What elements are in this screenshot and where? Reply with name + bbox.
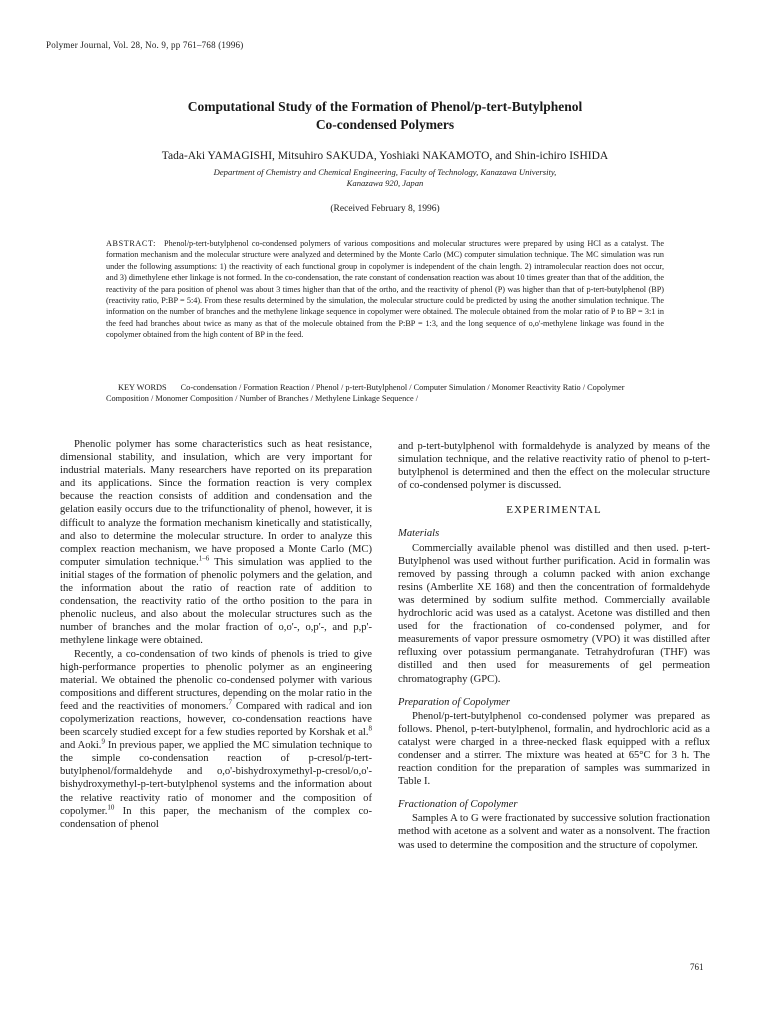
affiliation-line-1: Department of Chemistry and Chemical Engineering, Faculty of Technology, Kanazawa University, xyxy=(213,167,557,177)
title-line-1: Computational Study of the Formation of Phenol/p-tert-Butylphenol xyxy=(187,99,583,114)
section-heading-experimental: EXPERIMENTAL xyxy=(506,504,602,517)
citation-ref: 10 xyxy=(107,803,115,812)
left-column xyxy=(60,438,372,831)
subheading-preparation: Preparation of Copolymer xyxy=(398,696,511,708)
page-number: 761 xyxy=(690,962,704,972)
key-words-text: Co-condensation / Formation Reaction / Phenol / p-tert-Butylphenol / Computer Simulation / Monomer Reactivity Ratio / Copolymer Composition / Monomer Composition / Number of Branches / Methylene Linkage Sequence / xyxy=(106,383,625,404)
right-column xyxy=(398,440,710,852)
paper-title xyxy=(60,98,710,134)
journal-header: Polymer Journal, Vol. 28, No. 9, pp 761–768 (1996) xyxy=(46,40,244,50)
citation-ref: 8 xyxy=(368,724,372,733)
preparation-paragraph: Phenol/p-tert-butylphenol co-condensed polymer was prepared as follows. Phenol, p-tert-butylphenol, formalin, and hydrochloric acid as a catalyst were charged in a three-necked flask equipped with a reflux condenser and a stirrer. The mixture was heated at 65°C for 3 h. The reaction condition for the preparation of samples was summarized in Table I. xyxy=(398,710,710,788)
subheading-materials: Materials xyxy=(398,528,440,540)
abstract-label: ABSTRACT: xyxy=(106,239,157,248)
affiliation-line-2: Kanazawa 920, Japan xyxy=(346,178,424,188)
intro-paragraph-continued: and p-tert-butylphenol with formaldehyde is analyzed by means of the simulation technique, and the relative reactivity ratio of phenol to p-tert-butylphenol is determined and then the effect on the molecular structure of co-condensed polymer is discussed. xyxy=(398,441,710,492)
fractionation-paragraph: Samples A to G were fractionated by successive solution fractionation method with acetone as a solvent and water as a nonsolvent. The fraction was used to determine the composition and the structure of copolymer. xyxy=(398,813,710,851)
intro-paragraph-1: Phenolic polymer has some characteristics such as heat resistance, dimensional stability, and insulation, which are very important for industrial materials. Many researchers have reported on its preparation and its applications. Since the formation reaction is very complex because the reaction consists of addition and condensation and the gelation easily occurs due to the trifunctionality of phenol, however, it is difficult to analyze the formation mechanism kinetically and statistically, and also to determine the molecular structure. In order to analyze this complex reaction mechanism, we have proposed a Monte Carlo (MC) computer simulation technique.$^{1-6}$ This simulation was applied to the initial stages of the formation of phenolic polymers and the gelation, and the information about the ratio of reaction rate of addition to condensation, the reactivity ratio of the ortho position to the para in phenolic nucleus, and also about the molecular structures such as the number of branches and the molar fraction of o,o'-, o,p'-, and p,p'-methylene linkage were obtained. xyxy=(60,439,372,647)
abstract xyxy=(106,238,664,341)
abstract-text: Phenol/p-tert-butylphenol co-condensed polymers of various compositions and molecular structures were prepared by using HCl as a catalyst. The formation mechanism and the molecular structure were analyzed and determined by the Monte Carlo (MC) computer simulation technique. The MC simulation was run under the following assumptions: 1) the reactivity of each functional group in copolymer is independent of the chain length. 2) intramolecular reaction does not occur, and 3) dimethylene ether linkage is not formed. In the co-condensation, the rate constant of condensation reaction was about 10 times greater than that of the addition, the reactivity of the para position of phenol was about 3 times higher than that of the ortho, and the reactivity of phenol (P) was higher than that of p-tert-butylphenol (BP) (reactivity ratio, P:BP = 5:4). From these results determined by the simulation, the molecular structure could be predicted by using the another simulation technique. The information on the number of branches and the methylene linkage sequence in copolymer were obtained. The molecule obtained from the molar ratio of P to BP = 3:1 in the feed had branches about twice as many as that of the molecule obtained from the P:BP = 1:3, and the long sequence of o,o'-methylene linkage was found in the copolymer obtained from the high content of BP in the feed. xyxy=(106,239,664,340)
citation-ref: 9 xyxy=(101,737,105,746)
affiliation xyxy=(60,167,710,189)
citation-ref: 7 xyxy=(228,698,233,707)
author-list: Tada-Aki YAMAGISHI, Mitsuhiro SAKUDA, Yoshiaki NAKAMOTO, and Shin-ichiro ISHIDA xyxy=(161,150,609,162)
key-words-label: KEY WORDS xyxy=(118,383,167,392)
received-date: (Received February 8, 1996) xyxy=(330,204,440,214)
subheading-fractionation: Fractionation of Copolymer xyxy=(398,799,518,811)
key-words xyxy=(106,382,664,405)
intro-paragraph-2: Recently, a co-condensation of two kinds of phenols is tried to give high-performance properties to phenolic polymer as an engineering material. We obtained the phenolic co-condensed polymer with various compositions and different structures, depending on the molar ratio in the feed and the reactivities of monomers.$^7$ Compared with radical and ion copolymerization reactions, however, co-condensation reactions have been scarcely studied except for a few studies reported by Korshak et al.$^8$ and Aoki.$^9$ In previous paper, we applied the MC simulation technique to the simple co-condensation reaction of p-cresol/p-tert-butylphenol/formaldehyde and o,o'-bishydroxymethyl-p-cresol/o,o'-bishydroxymethyl-p-tert-butylphenol systems and the information about the relative reactivity ratio of monomer and the composition of copolymer.$^{10}$ In this paper, the mechanism of the complex co-condensation of phenol xyxy=(60,648,372,830)
citation-ref: 1–6 xyxy=(198,554,210,563)
materials-paragraph: Commercially available phenol was distilled and then used. p-tert-Butylphenol was used without further purification. Acid in formalin was removed by passing through a column packed with anion exchange resins (Amberlite XE 168) and then the concentration of formaldehyde was determined by sodium sulfite method. Commercially available hydrochloric acid was used as a catalyst. Acetone was distilled and then used for the fractionation of co-condensed polymer, and for measurements of vapor pressure osmometry (VPO) it was distilled after refluxing over potassium permanganate. Tetrahydrofuran (THF) was distilled and then used for measurements of gel permeation chromatography (GPC). xyxy=(398,542,710,685)
title-line-2: Co-condensed Polymers xyxy=(315,117,455,132)
